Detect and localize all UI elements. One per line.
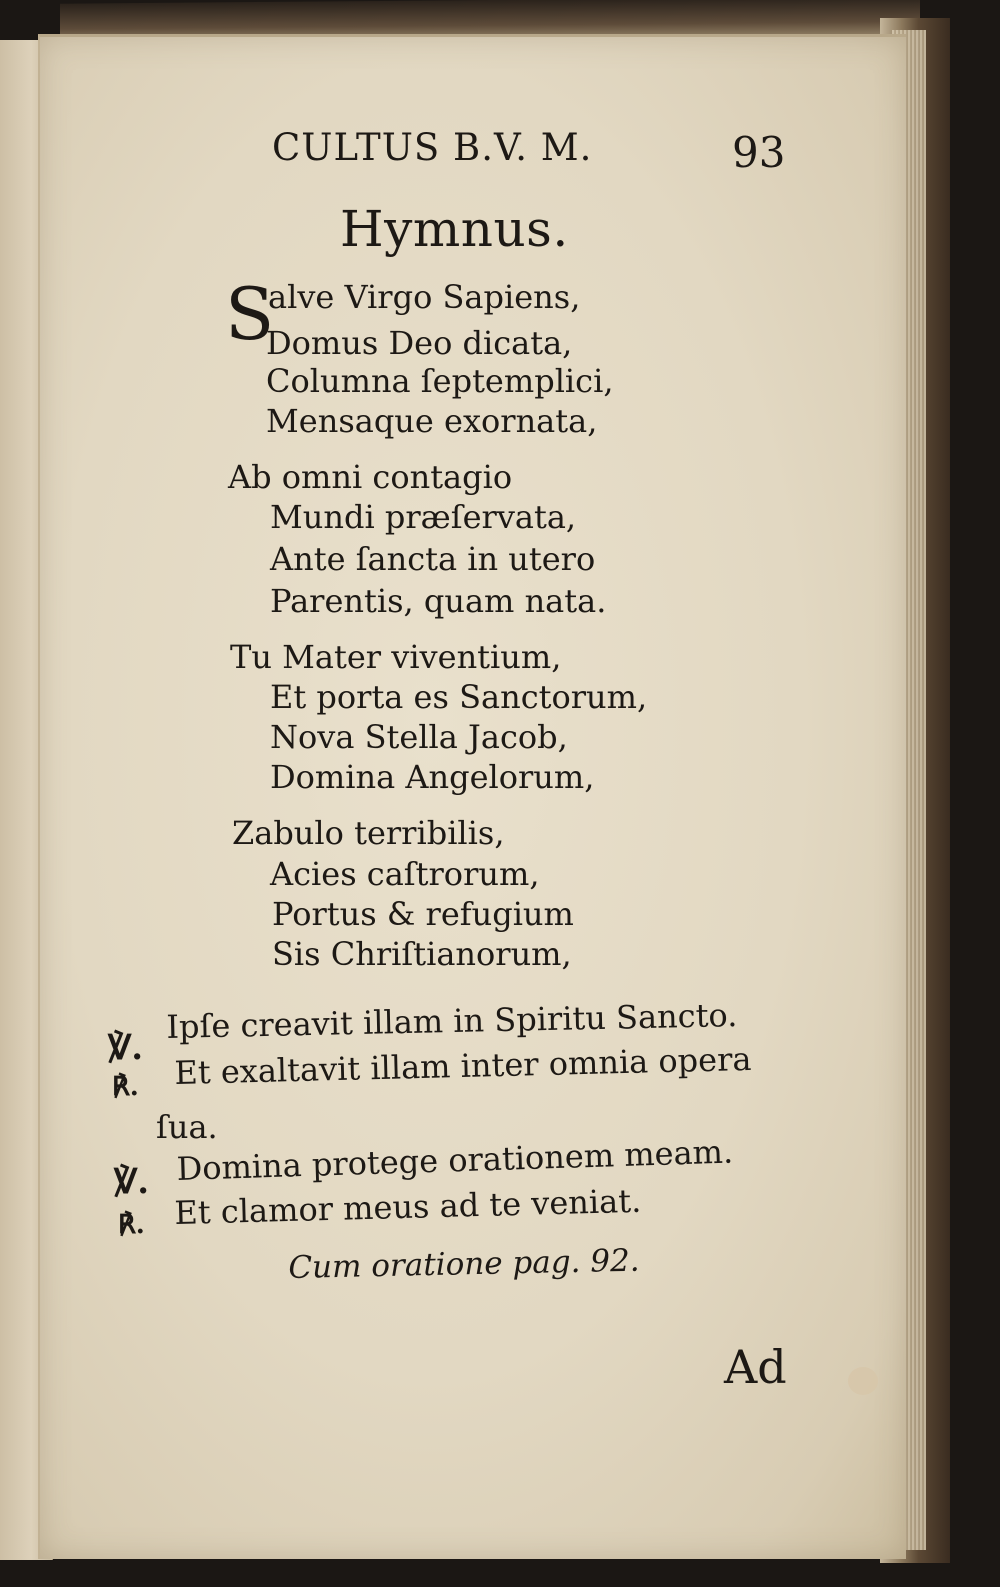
versicle-text: Ipſe creavit illam in Spiritu Sancto. xyxy=(166,996,738,1046)
page-number: 93 xyxy=(732,128,786,177)
response-text: Et exaltavit illam inter omnia opera xyxy=(174,1039,752,1092)
verse-line: Domina Angelorum, xyxy=(270,758,595,796)
verse-line: Portus & refugium xyxy=(272,895,574,933)
verse-line: Acies caſtrorum, xyxy=(270,855,540,893)
verse-line: Mensaque exornata, xyxy=(266,402,598,440)
verse-line: alve Virgo Sapiens, xyxy=(268,278,581,316)
response-text-continued: ſua. xyxy=(156,1108,218,1146)
verse-line: Sis Chriſtianorum, xyxy=(272,935,572,973)
verse-line: Mundi præſervata, xyxy=(270,498,577,536)
drop-capital: S xyxy=(225,272,275,356)
verse-line: Et porta es Sanctorum, xyxy=(270,678,648,716)
versicle-symbol: ℣. xyxy=(108,1028,144,1068)
paper-spot xyxy=(848,1367,878,1395)
verse-line: Nova Stella Jacob, xyxy=(270,718,568,756)
catchword: Ad xyxy=(724,1340,787,1394)
versicle-text: Domina protege orationem meam. xyxy=(176,1132,734,1188)
response-symbol: ℟. xyxy=(112,1072,139,1102)
verse-line: Tu Mater viventium, xyxy=(230,638,562,676)
closing-reference: Cum oratione pag. 92. xyxy=(288,1242,640,1286)
page xyxy=(38,34,906,1559)
verse-line: Columna ſeptemplici, xyxy=(266,362,614,400)
verse-line: Domus Deo dicata, xyxy=(266,324,573,362)
response-text: Et clamor meus ad te veniat. xyxy=(174,1181,642,1232)
versicle-symbol: ℣. xyxy=(114,1162,150,1202)
verse-line: Ab omni contagio xyxy=(228,458,513,496)
verse-line: Zabulo terribilis, xyxy=(232,814,505,852)
verse-line: Parentis, quam nata. xyxy=(270,582,607,620)
hymn-title: Hymnus. xyxy=(340,200,569,258)
running-title: CULTUS B.V. M. xyxy=(272,126,593,169)
verse-line: Ante ſancta in utero xyxy=(270,540,596,578)
response-symbol: ℟. xyxy=(118,1210,145,1240)
